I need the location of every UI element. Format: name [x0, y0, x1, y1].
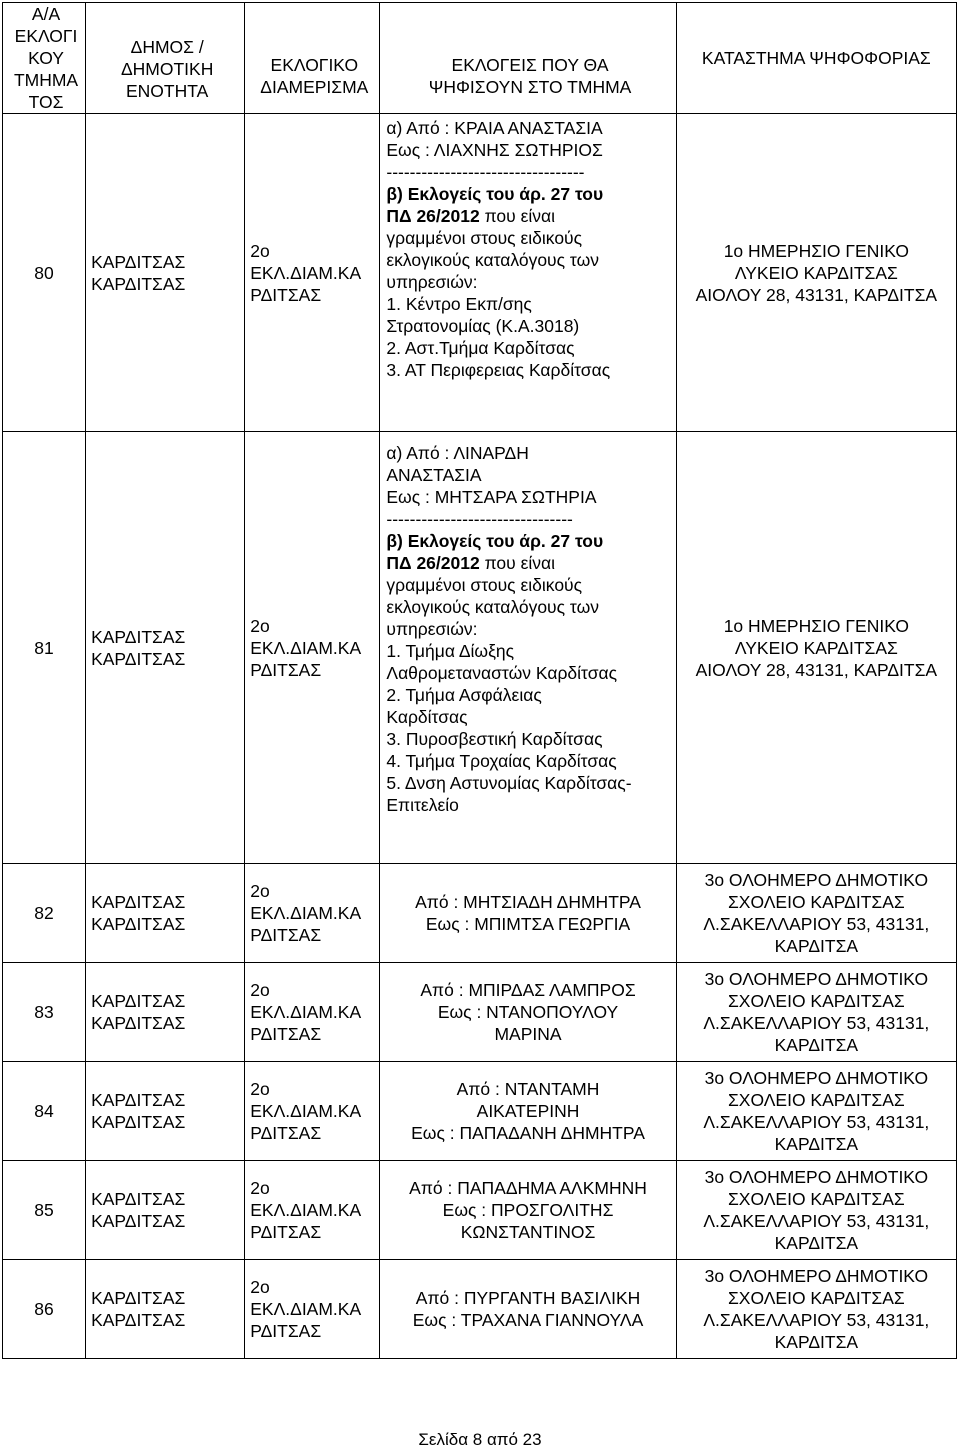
cell-line: Επιτελείο	[386, 795, 459, 815]
header-line: ΔΙΑΜΕΡΙΣΜΑ	[260, 76, 369, 97]
cell-line: ΚΑΡΔΙΤΣΑΣ	[91, 1211, 186, 1231]
cell-line: υπηρεσιών:	[386, 619, 478, 639]
section-number-cell	[3, 1062, 86, 1161]
cell-line: ΣΧΟΛΕΙΟ ΚΑΡΔΙΤΣΑΣ	[727, 991, 905, 1011]
cell-line: ΣΧΟΛΕΙΟ ΚΑΡΔΙΤΣΑΣ	[727, 1090, 905, 1110]
cell-line: ΑΙΟΛΟΥ 28, 43131, ΚΑΡΔΙΤΣΑ	[695, 659, 938, 680]
cell-line: ΚΑΡΔΙΤΣΑΣ	[91, 1112, 186, 1132]
table-row	[3, 114, 957, 432]
cell-line: 1ο ΗΜΕΡΗΣΙΟ ΓΕΝΙΚΟ	[723, 240, 909, 261]
cell-line: ΚΑΡΔΙΤΣΑΣ	[91, 1189, 186, 1209]
cell-line: ΡΔΙΤΣΑΣ	[250, 1321, 322, 1341]
cell-line: ΚΑΡΔΙΤΣΑ	[774, 1134, 859, 1154]
polling-station-cell	[676, 864, 956, 963]
cell-line: 3. ΑΤ Περιφερειας Καρδίτσας	[386, 360, 611, 380]
cell-line: Εως : ΤΡΑΧΑΝΑ ΓΙΑΝΝΟΥΛΑ	[412, 1310, 644, 1330]
cell-line: ΕΚΛ.ΔΙΑΜ.ΚΑ	[250, 1002, 362, 1022]
cell-line: ΡΔΙΤΣΑΣ	[250, 659, 322, 680]
section-number: 80	[34, 262, 54, 283]
header-section-number	[3, 3, 86, 114]
cell-line: Λ.ΣΑΚΕΛΛΑΡΙΟΥ 53, 43131,	[703, 1013, 930, 1033]
cell-line: ΛΥΚΕΙΟ ΚΑΡΔΙΤΣΑΣ	[734, 637, 898, 658]
cell-line: ΑΙΟΛΟΥ 28, 43131, ΚΑΡΔΙΤΣΑ	[695, 284, 938, 305]
cell-line: Από : ΜΠΙΡΔΑΣ ΛΑΜΠΡΟΣ	[420, 980, 636, 1000]
cell-line: ΚΑΡΔΙΤΣΑΣ	[91, 1013, 186, 1033]
cell-line: Εως : ΝΤΑΝΟΠΟΥΛΟΥ	[437, 1002, 619, 1022]
cell-line: ΡΔΙΤΣΑΣ	[250, 1024, 322, 1044]
cell-line: Εως : ΠΑΠΑΔΑΝΗ ΔΗΜΗΤΡΑ	[411, 1123, 645, 1143]
cell-line: ΕΚΛ.ΔΙΑΜ.ΚΑ	[250, 1200, 362, 1220]
district-cell	[245, 114, 380, 432]
section-number: 83	[34, 1002, 54, 1022]
table-row	[3, 864, 957, 963]
cell-line: Εως : ΜΗΤΣΑΡΑ ΣΩΤΗΡΙΑ	[386, 487, 597, 507]
cell-line: ΛΥΚΕΙΟ ΚΑΡΔΙΤΣΑΣ	[734, 262, 898, 283]
polling-station-cell	[676, 432, 956, 864]
cell-line: 2ο	[250, 980, 270, 1000]
municipality-cell	[86, 114, 245, 432]
header-electoral-district	[245, 3, 380, 114]
cell-line: Εως : ΠΡΟΣΓΟΛΙΤΗΣ	[442, 1200, 614, 1220]
cell-line: 3ο ΟΛΟΗΜΕΡΟ ΔΗΜΟΤΙΚΟ	[704, 870, 929, 890]
cell-line: 2ο	[250, 1178, 270, 1198]
cell-line: 1. Κέντρο Εκπ/σης	[386, 294, 532, 314]
cell-line: Λαθρομεταναστών Καρδίτσας	[386, 663, 618, 683]
cell-line: ΣΧΟΛΕΙΟ ΚΑΡΔΙΤΣΑΣ	[727, 892, 905, 912]
cell-line: ΚΑΡΔΙΤΣΑΣ	[91, 892, 186, 912]
cell-line: 3. Πυροσβεστική Καρδίτσας	[386, 729, 603, 749]
cell-line: 2ο	[250, 615, 270, 636]
municipality-cell	[86, 432, 245, 864]
municipality-cell	[86, 1161, 245, 1260]
cell-line: ΡΔΙΤΣΑΣ	[250, 1123, 322, 1143]
header-line: ΕΚΛΟΓΙΚΟ	[270, 54, 359, 75]
cell-line: 3ο ΟΛΟΗΜΕΡΟ ΔΗΜΟΤΙΚΟ	[704, 969, 929, 989]
cell-line: ΜΑΡΙΝΑ	[494, 1024, 562, 1044]
cell-line: ΣΧΟΛΕΙΟ ΚΑΡΔΙΤΣΑΣ	[727, 1189, 905, 1209]
voters-cell	[380, 1161, 676, 1260]
municipality-cell	[86, 864, 245, 963]
voters-cell	[380, 963, 676, 1062]
section-number: 81	[34, 637, 54, 658]
cell-line: εκλογικούς καταλόγους των	[386, 250, 599, 270]
cell-line: ΚΑΡΔΙΤΣΑΣ	[91, 914, 186, 934]
voters-cell	[380, 114, 676, 432]
cell-line: ΕΚΛ.ΔΙΑΜ.ΚΑ	[250, 637, 362, 658]
cell-line: ΣΧΟΛΕΙΟ ΚΑΡΔΙΤΣΑΣ	[727, 1288, 905, 1308]
polling-station-cell	[676, 963, 956, 1062]
table-row	[3, 432, 957, 864]
cell-line: ΕΚΛ.ΔΙΑΜ.ΚΑ	[250, 262, 362, 283]
polling-station-cell	[676, 114, 956, 432]
cell-line: Από : ΠΥΡΓΑΝΤΗ ΒΑΣΙΛΙΚΗ	[415, 1288, 641, 1308]
header-line: ΔΗΜΟΤΙΚΗ	[120, 59, 214, 79]
cell-line: ΕΚΛ.ΔΙΑΜ.ΚΑ	[250, 903, 362, 923]
municipality-cell	[86, 963, 245, 1062]
cell-line: α) Από : ΛΙΝΑΡΔΗ	[386, 443, 529, 463]
cell-line: Λ.ΣΑΚΕΛΛΑΡΙΟΥ 53, 43131,	[703, 1310, 930, 1330]
polling-station-cell	[676, 1260, 956, 1359]
header-line: ΨΗΦΙΣΟΥΝ ΣΤΟ ΤΜΗΜΑ	[428, 76, 632, 97]
cell-line: ΕΚΛ.ΔΙΑΜ.ΚΑ	[250, 1101, 362, 1121]
voters-cell	[380, 432, 676, 864]
cell-line: Εως : ΜΠΙΜΤΣΑ ΓΕΩΡΓΙΑ	[425, 914, 631, 934]
header-line: ΔΗΜΟΣ /	[130, 37, 204, 57]
header-line: Α/Α	[31, 4, 61, 24]
section-number-cell	[3, 1260, 86, 1359]
section-number: 82	[34, 903, 54, 923]
cell-line: Λ.ΣΑΚΕΛΛΑΡΙΟΥ 53, 43131,	[703, 914, 930, 934]
cell-line: ΠΔ 26/2012 που είναι	[386, 206, 556, 226]
voters-cell	[380, 864, 676, 963]
header-line: ΕΚΛΟΓΙ	[14, 26, 78, 46]
municipality-cell	[86, 1062, 245, 1161]
municipality-cell	[86, 1260, 245, 1359]
cell-line: ----------------------------------	[386, 162, 585, 182]
cell-line: 2ο	[250, 240, 270, 261]
header-line: ΕΚΛΟΓΕΙΣ ΠΟΥ ΘΑ	[451, 54, 609, 75]
cell-line: ΚΩΝΣΤΑΝΤΙΝΟΣ	[460, 1222, 596, 1242]
section-number: 84	[34, 1101, 54, 1121]
cell-line: 3ο ΟΛΟΗΜΕΡΟ ΔΗΜΟΤΙΚΟ	[704, 1266, 929, 1286]
section-number: 85	[34, 1200, 54, 1220]
district-cell	[245, 864, 380, 963]
section-number-cell	[3, 432, 86, 864]
cell-line: Καρδίτσας	[386, 707, 468, 727]
cell-line: --------------------------------	[386, 509, 573, 529]
section-number: 86	[34, 1299, 54, 1319]
cell-line: 1. Τμήμα Δίωξης	[386, 641, 515, 661]
cell-line: Εως : ΛΙΑΧΝΗΣ ΣΩΤΗΡΙΟΣ	[386, 140, 603, 160]
cell-line: Στρατονομίας (Κ.Α.3018)	[386, 316, 580, 336]
cell-line: 3ο ΟΛΟΗΜΕΡΟ ΔΗΜΟΤΙΚΟ	[704, 1167, 929, 1187]
table-row	[3, 1260, 957, 1359]
header-line: ΚΑΤΑΣΤΗΜΑ ΨΗΦΟΦΟΡΙΑΣ	[701, 48, 931, 68]
cell-line: Από : ΜΗΤΣΙΑΔΗ ΔΗΜΗΤΡΑ	[415, 892, 641, 912]
cell-line: β) Εκλογείς του άρ. 27 του	[386, 531, 604, 551]
cell-line: ΕΚΛ.ΔΙΑΜ.ΚΑ	[250, 1299, 362, 1319]
header-row	[3, 3, 957, 114]
cell-line: ΚΑΡΔΙΤΣΑΣ	[91, 626, 186, 647]
cell-line: ΑΝΑΣΤΑΣΙΑ	[386, 465, 482, 485]
district-cell	[245, 432, 380, 864]
header-line: ΤΜΗΜΑ	[13, 70, 79, 90]
cell-line: β) Εκλογείς του άρ. 27 του	[386, 184, 604, 204]
cell-line: Λ.ΣΑΚΕΛΛΑΡΙΟΥ 53, 43131,	[703, 1211, 930, 1231]
cell-line: ΠΔ 26/2012 που είναι	[386, 553, 556, 573]
cell-line: 1ο ΗΜΕΡΗΣΙΟ ΓΕΝΙΚΟ	[723, 615, 909, 636]
cell-line: ΚΑΡΔΙΤΣΑΣ	[91, 251, 186, 272]
table-row	[3, 963, 957, 1062]
cell-line: Από : ΝΤΑΝΤΑΜΗ	[456, 1079, 600, 1099]
cell-line: ΑΙΚΑΤΕΡΙΝΗ	[476, 1101, 580, 1121]
voters-cell	[380, 1062, 676, 1161]
polling-stations-table	[2, 2, 957, 1359]
section-number-cell	[3, 963, 86, 1062]
cell-line: γραμμένοι στους ειδικούς	[386, 228, 583, 248]
cell-line: ΚΑΡΔΙΤΣΑΣ	[91, 273, 186, 294]
district-cell	[245, 1260, 380, 1359]
cell-line: 2. Αστ.Τμήμα Καρδίτσας	[386, 338, 575, 358]
header-voters	[380, 3, 676, 114]
cell-line: 2. Τμήμα Ασφάλειας	[386, 685, 542, 705]
cell-line: γραμμένοι στους ειδικούς	[386, 575, 583, 595]
cell-line: ΚΑΡΔΙΤΣΑ	[774, 1233, 859, 1253]
header-line: ΚΟΥ	[28, 48, 64, 68]
cell-line: 2ο	[250, 1277, 270, 1297]
table-row	[3, 1062, 957, 1161]
cell-line: ΚΑΡΔΙΤΣΑΣ	[91, 648, 186, 669]
cell-line: Από : ΠΑΠΑΔΗΜΑ ΑΛΚΜΗΝΗ	[409, 1178, 647, 1198]
cell-line: ΡΔΙΤΣΑΣ	[250, 925, 322, 945]
cell-line: 2ο	[250, 1079, 270, 1099]
district-cell	[245, 963, 380, 1062]
polling-station-cell	[676, 1161, 956, 1260]
cell-line: 3ο ΟΛΟΗΜΕΡΟ ΔΗΜΟΤΙΚΟ	[704, 1068, 929, 1088]
cell-line: ΡΔΙΤΣΑΣ	[250, 1222, 322, 1242]
polling-station-cell	[676, 1062, 956, 1161]
cell-line: α) Από : ΚΡΑΙΑ ΑΝΑΣΤΑΣΙΑ	[386, 118, 603, 138]
section-number-cell	[3, 1161, 86, 1260]
district-cell	[245, 1062, 380, 1161]
cell-line: 4. Τμήμα Τροχαίας Καρδίτσας	[386, 751, 617, 771]
cell-line: 2ο	[250, 881, 270, 901]
section-number-cell	[3, 864, 86, 963]
header-municipality	[86, 3, 245, 114]
cell-line: ΚΑΡΔΙΤΣΑ	[774, 1035, 859, 1055]
cell-line: ΚΑΡΔΙΤΣΑΣ	[91, 1090, 186, 1110]
cell-line: εκλογικούς καταλόγους των	[386, 597, 599, 617]
table-row	[3, 1161, 957, 1260]
cell-line: ΚΑΡΔΙΤΣΑ	[774, 936, 859, 956]
cell-line: ΚΑΡΔΙΤΣΑΣ	[91, 991, 186, 1011]
district-cell	[245, 1161, 380, 1260]
cell-line: υπηρεσιών:	[386, 272, 478, 292]
header-line: ΕΝΟΤΗΤΑ	[125, 81, 209, 101]
voters-cell	[380, 1260, 676, 1359]
cell-line: Λ.ΣΑΚΕΛΛΑΡΙΟΥ 53, 43131,	[703, 1112, 930, 1132]
cell-line: ΡΔΙΤΣΑΣ	[250, 284, 322, 305]
header-polling-station	[676, 3, 956, 114]
cell-line: ΚΑΡΔΙΤΣΑΣ	[91, 1310, 186, 1330]
cell-line: 5. Δνση Αστυνομίας Καρδίτσας-	[386, 773, 632, 793]
section-number-cell	[3, 114, 86, 432]
cell-line: ΚΑΡΔΙΤΣΑΣ	[91, 1288, 186, 1308]
cell-line: ΚΑΡΔΙΤΣΑ	[774, 1332, 859, 1352]
header-line: ΤΟΣ	[28, 92, 64, 112]
page-footer: Σελίδα 8 από 23	[418, 1430, 542, 1449]
